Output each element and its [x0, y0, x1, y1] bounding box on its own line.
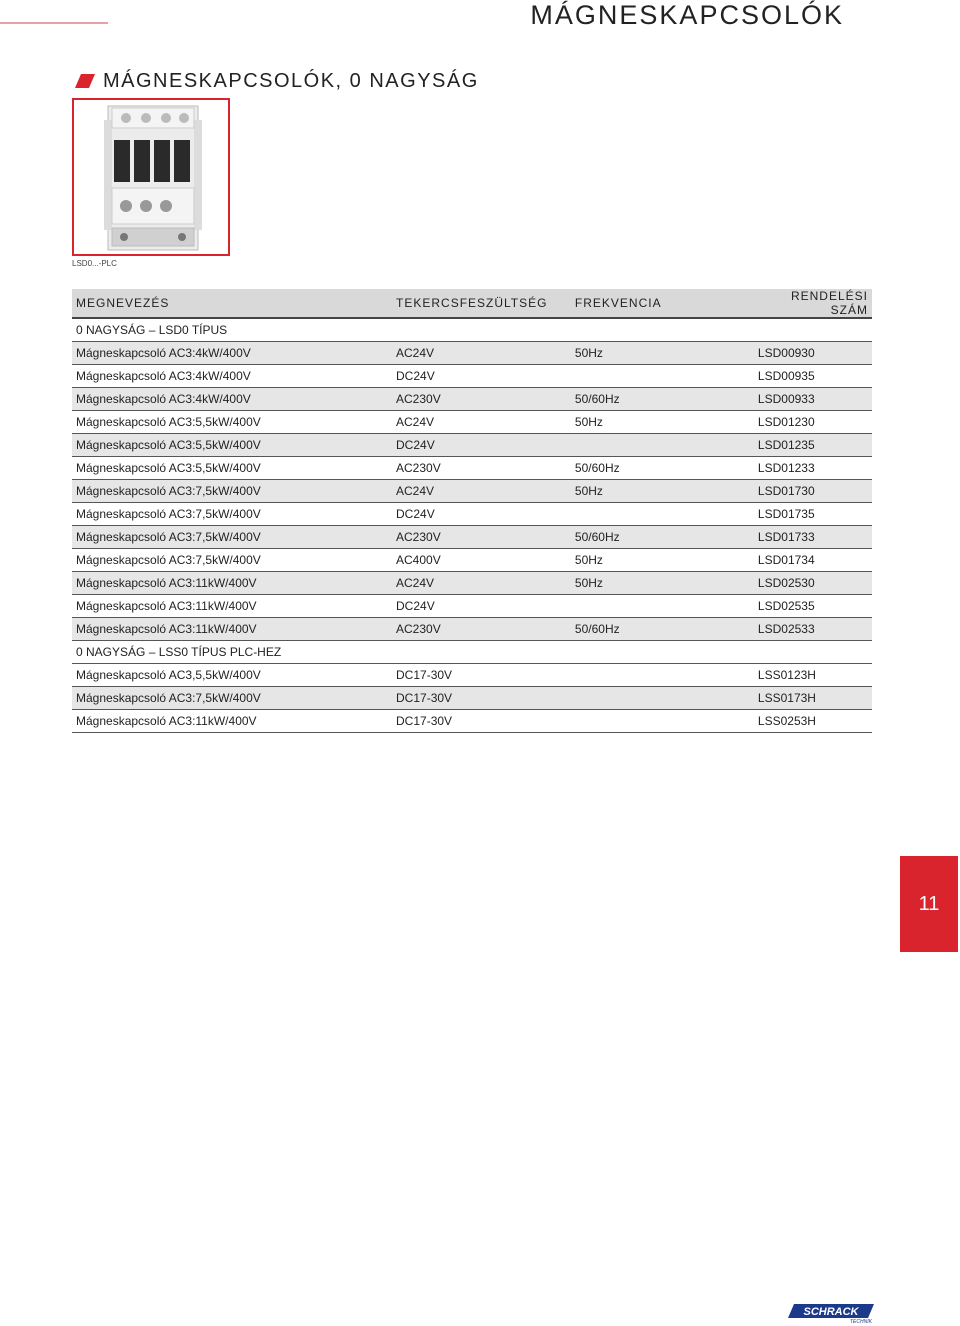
- cell-frequency: [571, 664, 718, 687]
- cell-order-number: LSD01235: [718, 434, 872, 457]
- cell-order-number: LSD02530: [718, 572, 872, 595]
- table-row: [72, 687, 872, 710]
- table-group-row: [72, 641, 872, 664]
- cell-order-number: LSD01734: [718, 549, 872, 572]
- cell-voltage: DC24V: [392, 365, 571, 388]
- cell-order-number: LSD01230: [718, 411, 872, 434]
- cell-voltage: DC17-30V: [392, 710, 571, 733]
- column-header-frequency: FREKVENCIA: [571, 289, 718, 318]
- product-image: [72, 98, 230, 256]
- cell-frequency: 50Hz: [571, 549, 718, 572]
- table-row: [72, 710, 872, 733]
- cell-order-number: LSD01735: [718, 503, 872, 526]
- cell-name: Mágneskapcsoló AC3:7,5kW/400V: [72, 526, 392, 549]
- cell-frequency: 50Hz: [571, 411, 718, 434]
- cell-voltage: DC24V: [392, 434, 571, 457]
- column-header-order-number: RENDELÉSI SZÁM: [718, 289, 872, 318]
- table-row: [72, 388, 872, 411]
- cell-name: Mágneskapcsoló AC3:5,5kW/400V: [72, 434, 392, 457]
- cell-name: Mágneskapcsoló AC3:4kW/400V: [72, 342, 392, 365]
- cell-order-number: LSD00930: [718, 342, 872, 365]
- table-row: [72, 434, 872, 457]
- svg-text:SCHRACK: SCHRACK: [803, 1306, 859, 1318]
- cell-order-number: LSD00933: [718, 388, 872, 411]
- cell-name: Mágneskapcsoló AC3:7,5kW/400V: [72, 503, 392, 526]
- cell-frequency: [571, 595, 718, 618]
- table-row: [72, 549, 872, 572]
- cell-name: Mágneskapcsoló AC3,5,5kW/400V: [72, 664, 392, 687]
- cell-name: Mágneskapcsoló AC3:7,5kW/400V: [72, 687, 392, 710]
- cell-name: Mágneskapcsoló AC3:5,5kW/400V: [72, 411, 392, 434]
- table-row: [72, 342, 872, 365]
- cell-frequency: [571, 687, 718, 710]
- cell-name: Mágneskapcsoló AC3:11kW/400V: [72, 618, 392, 641]
- cell-frequency: 50/60Hz: [571, 618, 718, 641]
- cell-voltage: DC17-30V: [392, 687, 571, 710]
- cell-frequency: 50Hz: [571, 572, 718, 595]
- table-row: [72, 526, 872, 549]
- cell-voltage: AC24V: [392, 480, 571, 503]
- cell-frequency: 50/60Hz: [571, 388, 718, 411]
- page-number-tab: [900, 856, 958, 952]
- cell-order-number: LSS0123H: [718, 664, 872, 687]
- cell-order-number: LSS0253H: [718, 710, 872, 733]
- cell-voltage: DC17-30V: [392, 664, 571, 687]
- cell-name: Mágneskapcsoló AC3:11kW/400V: [72, 595, 392, 618]
- cell-voltage: DC24V: [392, 503, 571, 526]
- page-number: 11: [918, 892, 940, 915]
- cell-order-number: LSD02533: [718, 618, 872, 641]
- table-header-row: [72, 289, 872, 318]
- cell-name: Mágneskapcsoló AC3:7,5kW/400V: [72, 549, 392, 572]
- page-header-title: MÁGNESKAPCSOLÓK: [530, 0, 844, 30]
- table-row: [72, 595, 872, 618]
- column-header-name: MEGNEVEZÉS: [72, 289, 392, 318]
- cell-order-number: LSD00935: [718, 365, 872, 388]
- cell-voltage: AC24V: [392, 411, 571, 434]
- cell-frequency: 50/60Hz: [571, 457, 718, 480]
- cell-voltage: AC400V: [392, 549, 571, 572]
- cell-name: Mágneskapcsoló AC3:11kW/400V: [72, 572, 392, 595]
- cell-voltage: AC230V: [392, 457, 571, 480]
- cell-order-number: LSD01733: [718, 526, 872, 549]
- section-title: MÁGNESKAPCSOLÓK, 0 NAGYSÁG: [103, 69, 479, 92]
- cell-frequency: 50/60Hz: [571, 526, 718, 549]
- svg-text:TECHNIK: TECHNIK: [850, 1319, 872, 1324]
- table-row: [72, 411, 872, 434]
- cell-voltage: AC230V: [392, 526, 571, 549]
- cell-order-number: LSD01233: [718, 457, 872, 480]
- column-header-voltage: TEKERCSFESZÜLTSÉG: [392, 289, 571, 318]
- top-rule: [0, 22, 108, 24]
- cell-name: Mágneskapcsoló AC3:4kW/400V: [72, 365, 392, 388]
- table-body: [72, 318, 872, 733]
- product-table: [72, 289, 872, 733]
- cell-name: Mágneskapcsoló AC3:4kW/400V: [72, 388, 392, 411]
- cell-voltage: AC230V: [392, 618, 571, 641]
- cell-frequency: [571, 434, 718, 457]
- table-row: [72, 572, 872, 595]
- table-row: [72, 664, 872, 687]
- cell-frequency: [571, 503, 718, 526]
- table-group-row: [72, 318, 872, 342]
- cell-voltage: DC24V: [392, 595, 571, 618]
- group-label: 0 NAGYSÁG – LSD0 TÍPUS: [72, 318, 872, 342]
- schrack-logo: [788, 1302, 874, 1324]
- cell-voltage: AC24V: [392, 342, 571, 365]
- table-row: [72, 503, 872, 526]
- section-heading: [75, 68, 479, 94]
- cell-voltage: AC230V: [392, 388, 571, 411]
- group-label: 0 NAGYSÁG – LSS0 TÍPUS PLC-HEZ: [72, 641, 872, 664]
- cell-frequency: 50Hz: [571, 480, 718, 503]
- cell-frequency: [571, 365, 718, 388]
- table-row: [72, 365, 872, 388]
- table-row: [72, 618, 872, 641]
- cell-name: Mágneskapcsoló AC3:7,5kW/400V: [72, 480, 392, 503]
- contactor-image: [74, 100, 228, 254]
- product-caption: LSD0...-PLC: [72, 259, 117, 268]
- cell-order-number: LSD01730: [718, 480, 872, 503]
- cell-frequency: [571, 710, 718, 733]
- cell-order-number: LSS0173H: [718, 687, 872, 710]
- table-row: [72, 480, 872, 503]
- table-row: [72, 457, 872, 480]
- cell-voltage: AC24V: [392, 572, 571, 595]
- cell-name: Mágneskapcsoló AC3:11kW/400V: [72, 710, 392, 733]
- section-marker-icon: [75, 74, 95, 88]
- cell-frequency: 50Hz: [571, 342, 718, 365]
- cell-order-number: LSD02535: [718, 595, 872, 618]
- cell-name: Mágneskapcsoló AC3:5,5kW/400V: [72, 457, 392, 480]
